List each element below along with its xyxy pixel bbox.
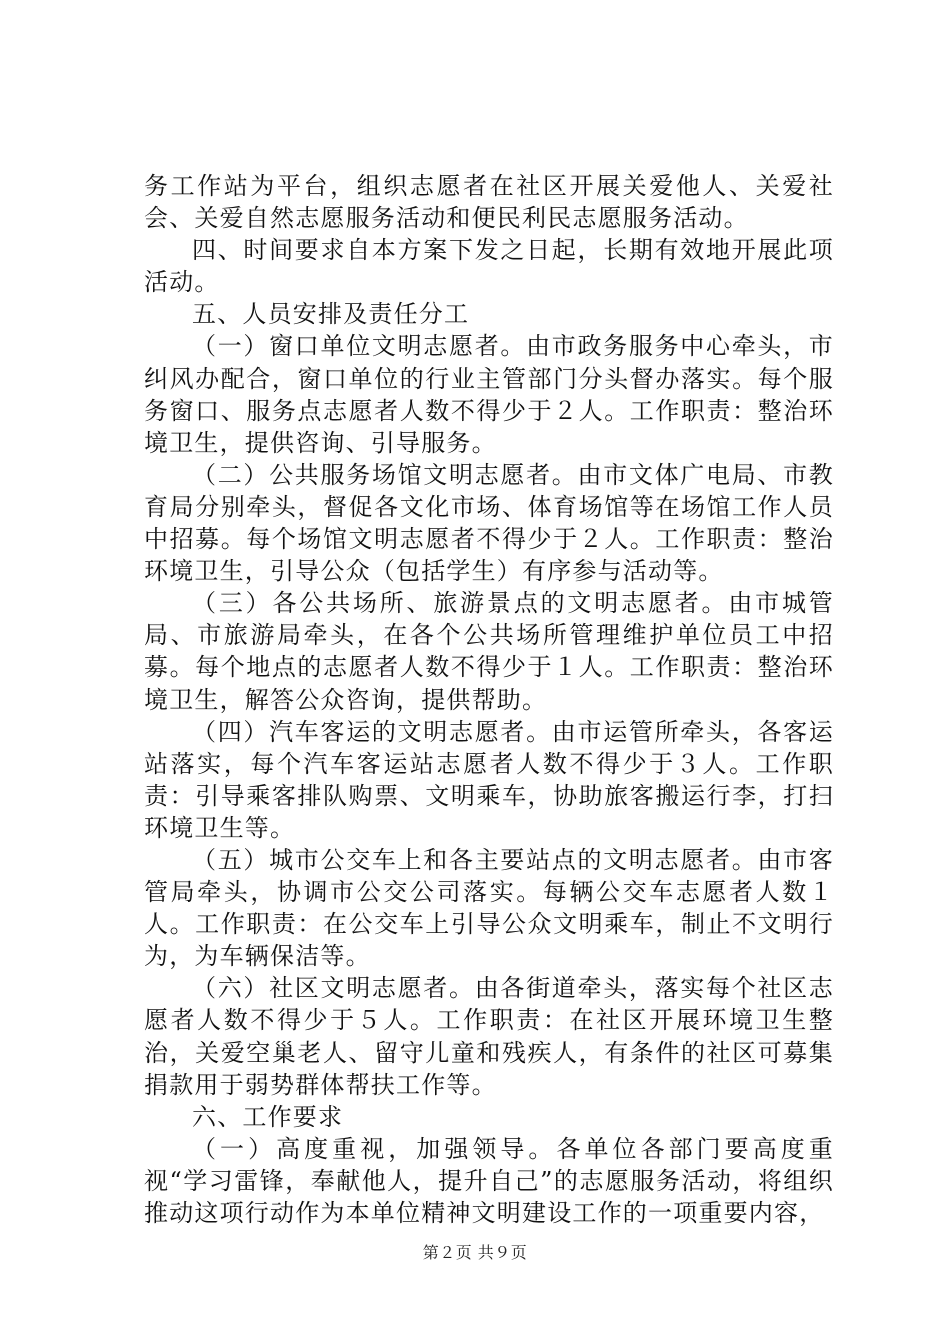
item-attention-leadership: （一）高度重视，加强领导。各单位各部门要高度重视“学习雷锋，奉献他人，提升自己”的志愿服务活动，将组织推动这项行动作为本单位精神文明建设工作的一项重要内容， (144, 1134, 834, 1227)
section-heading-requirements: 六、工作要求 (192, 1102, 344, 1131)
page-number-footer: 第２页 共９页 (422, 1243, 528, 1262)
item-venue-volunteers: （二）公共服务场馆文明志愿者。由市文体广电局、市教育局分别牵头，督促各文化市场、体育场馆等在场馆工作人员中招募。每个场馆文明志愿者不得少于２人。工作职责：整治环境卫生，引导公众（包括学生）有序参与活动等。 (144, 460, 834, 586)
item-window-volunteers: （一）窗口单位文明志愿者。由市政务服务中心牵头，市纠风办配合，窗口单位的行业主管部门分头督办落实。每个服务窗口、服务点志愿者人数不得少于２人。工作职责：整治环境卫生，提供咨询、引导服务。 (144, 332, 834, 457)
section-heading-staffing: 五、人员安排及责任分工 (192, 300, 470, 329)
document-body (144, 170, 834, 1229)
item-bus-station-volunteers: （四）汽车客运的文明志愿者。由市运管所牵头，各客运站落实，每个汽车客运站志愿者人数不得少于３人。工作职责：引导乘客排队购票、文明乘车，协助旅客搬运行李，打扫环境卫生等。 (144, 717, 834, 842)
paragraph-continuation: 务工作站为平台，组织志愿者在社区开展关爱他人、关爱社会、关爱自然志愿服务活动和便民利民志愿服务活动。 (144, 172, 834, 233)
item-city-bus-volunteers: （五）城市公交车上和各主要站点的文明志愿者。由市客管局牵头，协调市公交公司落实。每辆公交车志愿者人数１人。工作职责：在公交车上引导公众文明乘车，制止不文明行为，为车辆保洁等。 (144, 845, 834, 971)
item-community-volunteers: （六）社区文明志愿者。由各街道牵头，落实每个社区志愿者人数不得少于５人。工作职责：在社区开展环境卫生整治，关爱空巢老人、留守儿童和残疾人，有条件的社区可募集捐款用于弱势群体帮扶工作等。 (144, 974, 834, 1099)
item-public-place-volunteers: （三）各公共场所、旅游景点的文明志愿者。由市城管局、市旅游局牵头，在各个公共场所管理维护单位员工中招募。每个地点的志愿者人数不得少于１人。工作职责：整治环境卫生，解答公众咨询，提供帮助。 (144, 589, 834, 714)
section-time-requirement: 四、时间要求自本方案下发之日起，长期有效地开展此项活动。 (144, 236, 834, 297)
